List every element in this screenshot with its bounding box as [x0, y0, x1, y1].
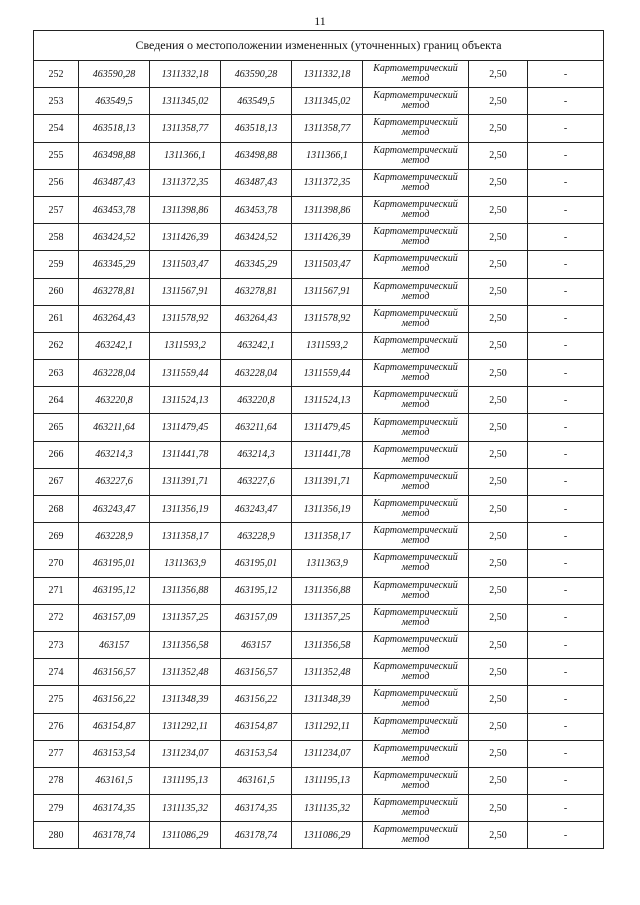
table-row	[34, 713, 604, 740]
method-cell: Картометрический метод	[363, 88, 469, 115]
description-cell: -	[528, 196, 604, 223]
refined-x-cell: 463214,3	[221, 441, 292, 468]
point-number-cell: 260	[34, 278, 79, 305]
table-row	[34, 88, 604, 115]
existing-x-cell: 463154,87	[79, 713, 150, 740]
accuracy-cell: 2,50	[469, 305, 528, 332]
point-number-cell: 266	[34, 441, 79, 468]
table-row	[34, 795, 604, 822]
table-row	[34, 387, 604, 414]
accuracy-cell: 2,50	[469, 360, 528, 387]
method-cell: Картометрический метод	[363, 740, 469, 767]
method-cell: Картометрический метод	[363, 577, 469, 604]
accuracy-cell: 2,50	[469, 523, 528, 550]
existing-y-cell: 1311356,19	[150, 496, 221, 523]
accuracy-cell: 2,50	[469, 278, 528, 305]
description-cell: -	[528, 550, 604, 577]
existing-x-cell: 463242,1	[79, 332, 150, 359]
refined-y-cell: 1311524,13	[292, 387, 363, 414]
description-cell: -	[528, 523, 604, 550]
existing-x-cell: 463424,52	[79, 224, 150, 251]
refined-x-cell: 463174,35	[221, 795, 292, 822]
refined-x-cell: 463153,54	[221, 740, 292, 767]
method-cell: Картометрический метод	[363, 224, 469, 251]
method-cell: Картометрический метод	[363, 61, 469, 88]
point-number-cell: 252	[34, 61, 79, 88]
method-cell: Картометрический метод	[363, 767, 469, 794]
table-title: Сведения о местоположении измененных (уточненных) границ объекта	[34, 31, 604, 61]
existing-y-cell: 1311358,77	[150, 115, 221, 142]
existing-x-cell: 463278,81	[79, 278, 150, 305]
refined-x-cell: 463157,09	[221, 604, 292, 631]
method-cell: Картометрический метод	[363, 496, 469, 523]
table-row	[34, 414, 604, 441]
refined-y-cell: 1311345,02	[292, 88, 363, 115]
existing-x-cell: 463243,47	[79, 496, 150, 523]
refined-y-cell: 1311567,91	[292, 278, 363, 305]
accuracy-cell: 2,50	[469, 387, 528, 414]
existing-y-cell: 1311345,02	[150, 88, 221, 115]
existing-x-cell: 463195,01	[79, 550, 150, 577]
existing-y-cell: 1311426,39	[150, 224, 221, 251]
refined-y-cell: 1311357,25	[292, 604, 363, 631]
existing-y-cell: 1311292,11	[150, 713, 221, 740]
refined-y-cell: 1311426,39	[292, 224, 363, 251]
point-number-cell: 277	[34, 740, 79, 767]
accuracy-cell: 2,50	[469, 414, 528, 441]
point-number-cell: 274	[34, 659, 79, 686]
refined-y-cell: 1311348,39	[292, 686, 363, 713]
existing-x-cell: 463498,88	[79, 142, 150, 169]
point-number-cell: 264	[34, 387, 79, 414]
refined-x-cell: 463424,52	[221, 224, 292, 251]
accuracy-cell: 2,50	[469, 196, 528, 223]
table-row	[34, 523, 604, 550]
existing-x-cell: 463195,12	[79, 577, 150, 604]
description-cell: -	[528, 142, 604, 169]
refined-y-cell: 1311391,71	[292, 468, 363, 495]
refined-y-cell: 1311503,47	[292, 251, 363, 278]
existing-x-cell: 463178,74	[79, 822, 150, 849]
refined-x-cell: 463156,57	[221, 659, 292, 686]
refined-x-cell: 463157	[221, 631, 292, 658]
existing-y-cell: 1311441,78	[150, 441, 221, 468]
table-row	[34, 115, 604, 142]
description-cell: -	[528, 795, 604, 822]
description-cell: -	[528, 767, 604, 794]
existing-y-cell: 1311479,45	[150, 414, 221, 441]
method-cell: Картометрический метод	[363, 332, 469, 359]
accuracy-cell: 2,50	[469, 61, 528, 88]
accuracy-cell: 2,50	[469, 332, 528, 359]
table-row	[34, 767, 604, 794]
existing-y-cell: 1311348,39	[150, 686, 221, 713]
accuracy-cell: 2,50	[469, 577, 528, 604]
existing-x-cell: 463264,43	[79, 305, 150, 332]
refined-y-cell: 1311366,1	[292, 142, 363, 169]
description-cell: -	[528, 496, 604, 523]
existing-y-cell: 1311372,35	[150, 169, 221, 196]
table-row	[34, 468, 604, 495]
accuracy-cell: 2,50	[469, 224, 528, 251]
existing-x-cell: 463549,5	[79, 88, 150, 115]
point-number-cell: 270	[34, 550, 79, 577]
point-number-cell: 263	[34, 360, 79, 387]
accuracy-cell: 2,50	[469, 251, 528, 278]
accuracy-cell: 2,50	[469, 713, 528, 740]
table-row	[34, 305, 604, 332]
point-number-cell: 265	[34, 414, 79, 441]
existing-x-cell: 463518,13	[79, 115, 150, 142]
method-cell: Картометрический метод	[363, 822, 469, 849]
existing-y-cell: 1311567,91	[150, 278, 221, 305]
description-cell: -	[528, 468, 604, 495]
point-number-cell: 278	[34, 767, 79, 794]
point-number-cell: 262	[34, 332, 79, 359]
method-cell: Картометрический метод	[363, 387, 469, 414]
table-row	[34, 278, 604, 305]
existing-x-cell: 463156,57	[79, 659, 150, 686]
point-number-cell: 276	[34, 713, 79, 740]
description-cell: -	[528, 441, 604, 468]
accuracy-cell: 2,50	[469, 115, 528, 142]
existing-y-cell: 1311578,92	[150, 305, 221, 332]
method-cell: Картометрический метод	[363, 604, 469, 631]
existing-y-cell: 1311356,88	[150, 577, 221, 604]
refined-y-cell: 1311559,44	[292, 360, 363, 387]
accuracy-cell: 2,50	[469, 142, 528, 169]
point-number-cell: 279	[34, 795, 79, 822]
refined-x-cell: 463498,88	[221, 142, 292, 169]
refined-x-cell: 463549,5	[221, 88, 292, 115]
method-cell: Картометрический метод	[363, 414, 469, 441]
refined-y-cell: 1311234,07	[292, 740, 363, 767]
description-cell: -	[528, 251, 604, 278]
table-row	[34, 224, 604, 251]
table-row	[34, 577, 604, 604]
table-row	[34, 441, 604, 468]
existing-x-cell: 463153,54	[79, 740, 150, 767]
point-number-cell: 257	[34, 196, 79, 223]
table-row	[34, 740, 604, 767]
point-number-cell: 272	[34, 604, 79, 631]
table-row	[34, 196, 604, 223]
existing-y-cell: 1311356,58	[150, 631, 221, 658]
table-row	[34, 631, 604, 658]
method-cell: Картометрический метод	[363, 659, 469, 686]
refined-y-cell: 1311441,78	[292, 441, 363, 468]
point-number-cell: 261	[34, 305, 79, 332]
accuracy-cell: 2,50	[469, 795, 528, 822]
refined-y-cell: 1311398,86	[292, 196, 363, 223]
existing-y-cell: 1311524,13	[150, 387, 221, 414]
description-cell: -	[528, 577, 604, 604]
accuracy-cell: 2,50	[469, 604, 528, 631]
existing-y-cell: 1311332,18	[150, 61, 221, 88]
refined-x-cell: 463590,28	[221, 61, 292, 88]
accuracy-cell: 2,50	[469, 468, 528, 495]
description-cell: -	[528, 822, 604, 849]
refined-x-cell: 463161,5	[221, 767, 292, 794]
refined-y-cell: 1311356,19	[292, 496, 363, 523]
existing-x-cell: 463157,09	[79, 604, 150, 631]
accuracy-cell: 2,50	[469, 822, 528, 849]
existing-x-cell: 463590,28	[79, 61, 150, 88]
refined-y-cell: 1311195,13	[292, 767, 363, 794]
description-cell: -	[528, 115, 604, 142]
refined-x-cell: 463220,8	[221, 387, 292, 414]
existing-y-cell: 1311234,07	[150, 740, 221, 767]
existing-y-cell: 1311352,48	[150, 659, 221, 686]
point-number-cell: 267	[34, 468, 79, 495]
method-cell: Картометрический метод	[363, 196, 469, 223]
existing-y-cell: 1311358,17	[150, 523, 221, 550]
table-row	[34, 496, 604, 523]
refined-x-cell: 463487,43	[221, 169, 292, 196]
description-cell: -	[528, 332, 604, 359]
method-cell: Картометрический метод	[363, 468, 469, 495]
accuracy-cell: 2,50	[469, 441, 528, 468]
method-cell: Картометрический метод	[363, 631, 469, 658]
point-number-cell: 255	[34, 142, 79, 169]
method-cell: Картометрический метод	[363, 686, 469, 713]
refined-y-cell: 1311352,48	[292, 659, 363, 686]
method-cell: Картометрический метод	[363, 169, 469, 196]
method-cell: Картометрический метод	[363, 278, 469, 305]
refined-y-cell: 1311086,29	[292, 822, 363, 849]
method-cell: Картометрический метод	[363, 713, 469, 740]
method-cell: Картометрический метод	[363, 142, 469, 169]
refined-x-cell: 463156,22	[221, 686, 292, 713]
table-row	[34, 659, 604, 686]
existing-y-cell: 1311086,29	[150, 822, 221, 849]
table-row	[34, 142, 604, 169]
table-row	[34, 169, 604, 196]
table-row	[34, 604, 604, 631]
refined-y-cell: 1311356,58	[292, 631, 363, 658]
description-cell: -	[528, 659, 604, 686]
refined-x-cell: 463195,01	[221, 550, 292, 577]
refined-y-cell: 1311358,77	[292, 115, 363, 142]
existing-y-cell: 1311593,2	[150, 332, 221, 359]
existing-x-cell: 463156,22	[79, 686, 150, 713]
point-number-cell: 275	[34, 686, 79, 713]
existing-y-cell: 1311357,25	[150, 604, 221, 631]
method-cell: Картометрический метод	[363, 115, 469, 142]
refined-x-cell: 463264,43	[221, 305, 292, 332]
existing-y-cell: 1311398,86	[150, 196, 221, 223]
refined-y-cell: 1311578,92	[292, 305, 363, 332]
existing-x-cell: 463214,3	[79, 441, 150, 468]
existing-x-cell: 463228,9	[79, 523, 150, 550]
existing-x-cell: 463161,5	[79, 767, 150, 794]
existing-y-cell: 1311503,47	[150, 251, 221, 278]
existing-x-cell: 463228,04	[79, 360, 150, 387]
table-row	[34, 550, 604, 577]
method-cell: Картометрический метод	[363, 550, 469, 577]
description-cell: -	[528, 169, 604, 196]
existing-x-cell: 463227,6	[79, 468, 150, 495]
existing-x-cell: 463211,64	[79, 414, 150, 441]
table-row	[34, 61, 604, 88]
point-number-cell: 280	[34, 822, 79, 849]
point-number-cell: 269	[34, 523, 79, 550]
table-row	[34, 360, 604, 387]
existing-x-cell: 463157	[79, 631, 150, 658]
refined-x-cell: 463518,13	[221, 115, 292, 142]
refined-y-cell: 1311479,45	[292, 414, 363, 441]
table-row	[34, 251, 604, 278]
description-cell: -	[528, 686, 604, 713]
method-cell: Картометрический метод	[363, 795, 469, 822]
description-cell: -	[528, 604, 604, 631]
description-cell: -	[528, 713, 604, 740]
point-number-cell: 271	[34, 577, 79, 604]
point-number-cell: 258	[34, 224, 79, 251]
existing-x-cell: 463345,29	[79, 251, 150, 278]
refined-x-cell: 463195,12	[221, 577, 292, 604]
refined-y-cell: 1311135,32	[292, 795, 363, 822]
accuracy-cell: 2,50	[469, 740, 528, 767]
point-number-cell: 256	[34, 169, 79, 196]
accuracy-cell: 2,50	[469, 631, 528, 658]
existing-y-cell: 1311135,32	[150, 795, 221, 822]
description-cell: -	[528, 360, 604, 387]
description-cell: -	[528, 305, 604, 332]
refined-y-cell: 1311356,88	[292, 577, 363, 604]
accuracy-cell: 2,50	[469, 767, 528, 794]
description-cell: -	[528, 88, 604, 115]
existing-x-cell: 463174,35	[79, 795, 150, 822]
description-cell: -	[528, 740, 604, 767]
refined-y-cell: 1311332,18	[292, 61, 363, 88]
description-cell: -	[528, 387, 604, 414]
method-cell: Картометрический метод	[363, 523, 469, 550]
existing-x-cell: 463487,43	[79, 169, 150, 196]
refined-y-cell: 1311372,35	[292, 169, 363, 196]
refined-x-cell: 463154,87	[221, 713, 292, 740]
accuracy-cell: 2,50	[469, 659, 528, 686]
point-number-cell: 254	[34, 115, 79, 142]
refined-y-cell: 1311363,9	[292, 550, 363, 577]
refined-y-cell: 1311593,2	[292, 332, 363, 359]
point-number-cell: 273	[34, 631, 79, 658]
refined-x-cell: 463228,04	[221, 360, 292, 387]
accuracy-cell: 2,50	[469, 550, 528, 577]
description-cell: -	[528, 61, 604, 88]
refined-x-cell: 463178,74	[221, 822, 292, 849]
accuracy-cell: 2,50	[469, 88, 528, 115]
refined-x-cell: 463278,81	[221, 278, 292, 305]
refined-x-cell: 463227,6	[221, 468, 292, 495]
table-body	[34, 61, 604, 849]
refined-y-cell: 1311292,11	[292, 713, 363, 740]
refined-x-cell: 463453,78	[221, 196, 292, 223]
description-cell: -	[528, 414, 604, 441]
existing-x-cell: 463453,78	[79, 196, 150, 223]
refined-x-cell: 463228,9	[221, 523, 292, 550]
boundary-coordinates-table	[33, 30, 604, 849]
description-cell: -	[528, 278, 604, 305]
accuracy-cell: 2,50	[469, 169, 528, 196]
page-number: 11	[314, 14, 326, 28]
refined-x-cell: 463345,29	[221, 251, 292, 278]
accuracy-cell: 2,50	[469, 686, 528, 713]
method-cell: Картометрический метод	[363, 441, 469, 468]
table-row	[34, 332, 604, 359]
point-number-cell: 253	[34, 88, 79, 115]
table-row	[34, 686, 604, 713]
point-number-cell: 259	[34, 251, 79, 278]
table-header-row	[34, 31, 604, 61]
refined-y-cell: 1311358,17	[292, 523, 363, 550]
existing-y-cell: 1311195,13	[150, 767, 221, 794]
refined-x-cell: 463242,1	[221, 332, 292, 359]
existing-y-cell: 1311559,44	[150, 360, 221, 387]
description-cell: -	[528, 224, 604, 251]
existing-y-cell: 1311391,71	[150, 468, 221, 495]
method-cell: Картометрический метод	[363, 360, 469, 387]
method-cell: Картометрический метод	[363, 305, 469, 332]
description-cell: -	[528, 631, 604, 658]
method-cell: Картометрический метод	[363, 251, 469, 278]
existing-y-cell: 1311363,9	[150, 550, 221, 577]
accuracy-cell: 2,50	[469, 496, 528, 523]
table-row	[34, 822, 604, 849]
refined-x-cell: 463211,64	[221, 414, 292, 441]
existing-x-cell: 463220,8	[79, 387, 150, 414]
point-number-cell: 268	[34, 496, 79, 523]
existing-y-cell: 1311366,1	[150, 142, 221, 169]
refined-x-cell: 463243,47	[221, 496, 292, 523]
